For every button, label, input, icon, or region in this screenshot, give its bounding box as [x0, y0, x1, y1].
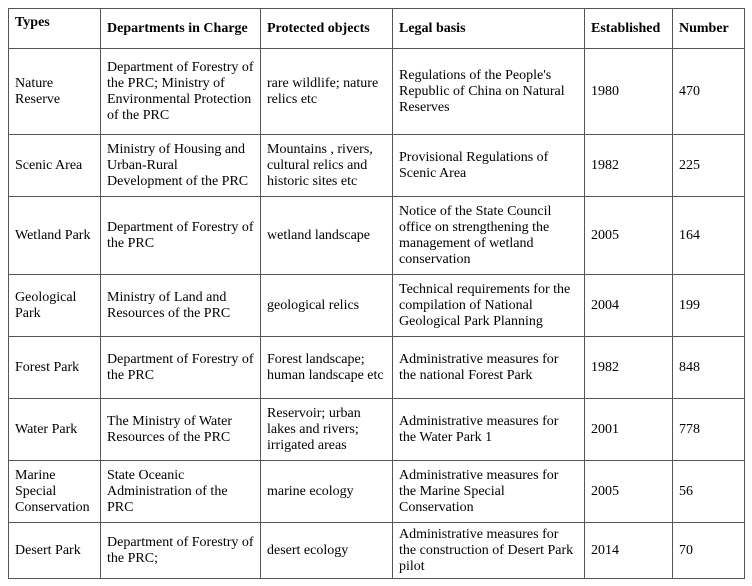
cell-number: 70 [673, 523, 745, 579]
cell-legal-basis: Administrative measures for the Water Park 1 [393, 399, 585, 461]
cell-established: 1982 [585, 337, 673, 399]
cell-number: 778 [673, 399, 745, 461]
table-row [9, 461, 745, 523]
cell-legal-basis: Notice of the State Council office on strengthening the management of wetland conservation [393, 197, 585, 275]
cell-department: Ministry of Land and Resources of the PRC [101, 275, 261, 337]
header-types: Types [9, 9, 101, 49]
cell-number: 848 [673, 337, 745, 399]
cell-legal-basis: Administrative measures for the construction of Desert Park pilot [393, 523, 585, 579]
table-row [9, 337, 745, 399]
cell-legal-basis: Administrative measures for the Marine Special Conservation [393, 461, 585, 523]
cell-established: 2014 [585, 523, 673, 579]
header-departments: Departments in Charge [101, 9, 261, 49]
cell-number: 470 [673, 49, 745, 135]
cell-protected-objects: Forest landscape; human landscape etc [261, 337, 393, 399]
cell-protected-objects: wetland landscape [261, 197, 393, 275]
cell-legal-basis: Provisional Regulations of Scenic Area [393, 135, 585, 197]
cell-protected-objects: rare wildlife; nature relics etc [261, 49, 393, 135]
cell-type: Scenic Area [9, 135, 101, 197]
cell-established: 1980 [585, 49, 673, 135]
cell-department: The Ministry of Water Resources of the PRC [101, 399, 261, 461]
cell-protected-objects: geological relics [261, 275, 393, 337]
cell-department: State Oceanic Administration of the PRC [101, 461, 261, 523]
cell-protected-objects: marine ecology [261, 461, 393, 523]
header-legal-basis: Legal basis [393, 9, 585, 49]
table-row [9, 523, 745, 579]
cell-department: Department of Forestry of the PRC [101, 337, 261, 399]
cell-type: Marine Special Conservation [9, 461, 101, 523]
cell-type: Wetland Park [9, 197, 101, 275]
cell-number: 56 [673, 461, 745, 523]
cell-protected-objects: desert ecology [261, 523, 393, 579]
table-row [9, 49, 745, 135]
cell-legal-basis: Technical requirements for the compilation of National Geological Park Planning [393, 275, 585, 337]
table-row [9, 197, 745, 275]
cell-department: Department of Forestry of the PRC; Ministry of Environmental Protection of the PRC [101, 49, 261, 135]
protected-areas-table [8, 8, 745, 579]
table-row [9, 275, 745, 337]
header-established: Established [585, 9, 673, 49]
cell-protected-objects: Mountains , rivers, cultural relics and historic sites etc [261, 135, 393, 197]
table-header-row [9, 9, 745, 49]
header-number: Number [673, 9, 745, 49]
cell-established: 2005 [585, 461, 673, 523]
cell-type: Geological Park [9, 275, 101, 337]
cell-department: Department of Forestry of the PRC; [101, 523, 261, 579]
cell-established: 2005 [585, 197, 673, 275]
cell-department: Ministry of Housing and Urban-Rural Development of the PRC [101, 135, 261, 197]
cell-number: 164 [673, 197, 745, 275]
cell-legal-basis: Administrative measures for the national Forest Park [393, 337, 585, 399]
cell-number: 225 [673, 135, 745, 197]
cell-established: 2004 [585, 275, 673, 337]
cell-number: 199 [673, 275, 745, 337]
cell-established: 1982 [585, 135, 673, 197]
cell-protected-objects: Reservoir; urban lakes and rivers; irrigated areas [261, 399, 393, 461]
cell-type: Nature Reserve [9, 49, 101, 135]
cell-legal-basis: Regulations of the People's Republic of China on Natural Reserves [393, 49, 585, 135]
table-row [9, 399, 745, 461]
cell-established: 2001 [585, 399, 673, 461]
cell-type: Water Park [9, 399, 101, 461]
table-row [9, 135, 745, 197]
cell-department: Department of Forestry of the PRC [101, 197, 261, 275]
cell-type: Desert Park [9, 523, 101, 579]
header-protected-objects: Protected objects [261, 9, 393, 49]
cell-type: Forest Park [9, 337, 101, 399]
